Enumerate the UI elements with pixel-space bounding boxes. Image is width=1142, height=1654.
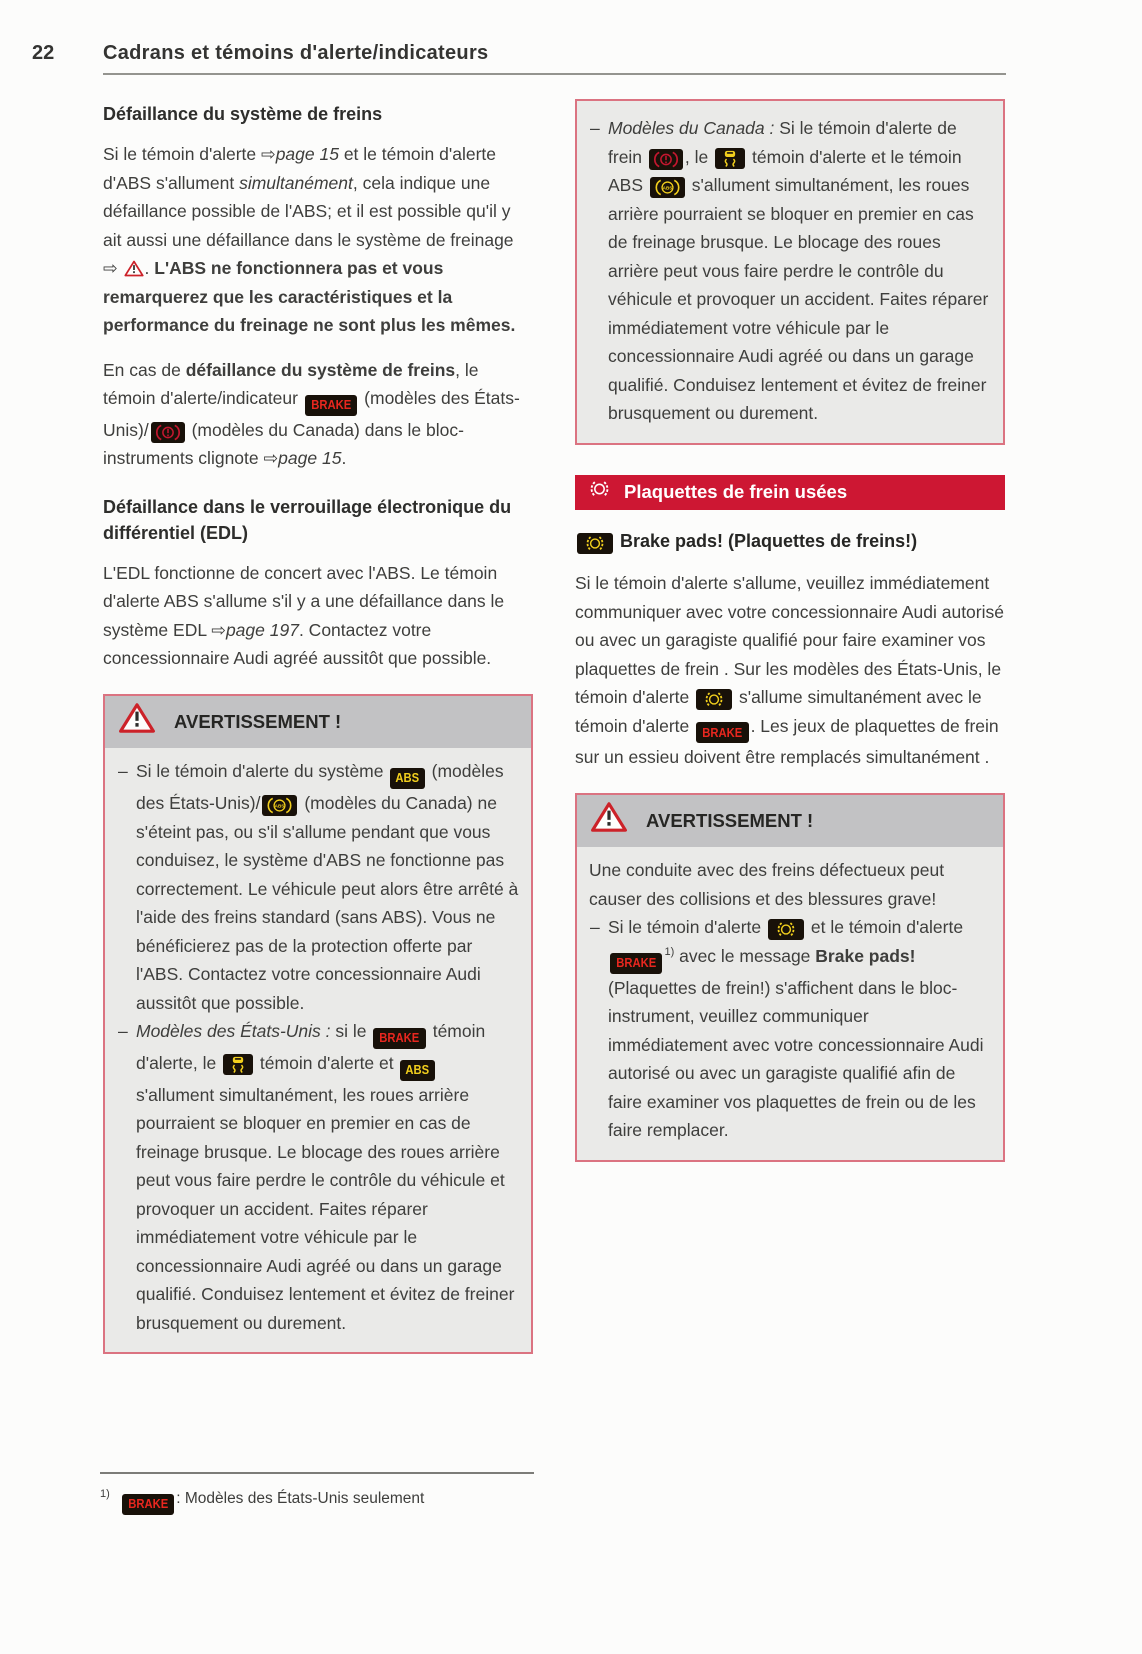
warning-box-body xyxy=(105,748,531,1352)
abs-us-icon: ABS xyxy=(400,1060,434,1081)
brake-us-icon: BRAKE xyxy=(610,953,662,974)
warning-intro: Une conduite avec des freins défectueux peut causer des collisions et des blessures grave! xyxy=(589,860,945,909)
abs-ca-icon xyxy=(650,177,685,198)
warning-triangle-big-icon xyxy=(117,702,157,734)
banner-label: Plaquettes de frein usées xyxy=(624,480,848,502)
warning-title: AVERTISSEMENT ! xyxy=(646,809,814,831)
brake-us-icon: BRAKE xyxy=(305,395,357,416)
warning-box-body xyxy=(577,101,1003,443)
footnote xyxy=(100,1472,546,1515)
paragraph-edl: L'EDL fonctionne de concert avec l'ABS. Le témoin d'alerte ABS s'allume s'il y a une défaillance dans le système EDL ⇨page 197. Contactez votre concessionnaire Audi agréé aussitôt que possible. xyxy=(103,562,505,669)
warning-bullet: – Si le témoin d'alerte du système ABS (modèles des États-Unis)/ ABS (modèles du Canada) ne s'éteint pas, ou s'il s'allume pendant que vous conduisez, le système d'ABS ne fonctionne pas correctement. Le véhicule peut alors être arrêté à l'aide des freins standard (sans ABS). Vous ne bénéficierez pas de la protection offerte par l'ABS. Contactez votre concessionnaire Audi aussitôt que possible. xyxy=(117,757,519,1017)
brake-pad-yellow-icon xyxy=(696,689,732,710)
title-rule xyxy=(103,73,1006,75)
warning-box-body xyxy=(577,847,1003,1159)
brake-ca-icon xyxy=(151,422,185,443)
footnote-marker: 1) xyxy=(100,1487,110,1500)
page-number: 22 xyxy=(32,42,55,64)
abs-us-icon: ABS xyxy=(390,768,424,789)
brake-pad-yellow-icon xyxy=(768,919,804,940)
warning-bullet: – Si le témoin d'alerte et le témoin d'alerte BRAKE $^{1)}$ avec le message Brake pads! (Plaquettes de frein!) s'affichent dans le bloc-instrument, veuillez communiquer immédiatement avec votre concessionnaire Audi autorisé ou avec un garagiste qualifié afin de faire examiner vos plaquettes de frein ou de les faire remplacer. xyxy=(589,913,991,1144)
footnote-rule xyxy=(100,1472,534,1474)
footnote-line xyxy=(100,1487,546,1515)
esc-icon xyxy=(715,148,745,169)
page-title: Cadrans et témoins d'alerte/indicateurs xyxy=(103,42,489,64)
warning-triangle-icon xyxy=(589,801,629,842)
brake-us-icon: BRAKE xyxy=(122,1494,174,1515)
brake-ca-icon xyxy=(649,149,683,170)
warning-triangle-icon xyxy=(117,702,157,743)
paragraph-brake-pads: Si le témoin d'alerte s'allume, veuillez immédiatement communiquer avec votre concessionnaire Audi autorisé ou avec un garagiste qualifié pour faire examiner vos plaquettes de frein . Sur les modèles des États-Unis, le témoin d'alerte s'allume simultanément avec le témoin d'alerte BRAKE . Les jeux de plaquettes de frein sur un essieu doivent être remplacés simultanément . xyxy=(575,573,1004,768)
svg-text:ABS: ABS xyxy=(275,803,285,809)
warning-triangle-big-icon xyxy=(589,801,629,833)
warning-box-brake-pads xyxy=(575,793,1005,1162)
section-heading-brake-failure: Défaillance du système de freins xyxy=(103,104,383,124)
footnote-text: BRAKE : Modèles des États-Unis seulement xyxy=(120,1490,425,1507)
warning-box-header xyxy=(577,795,1003,848)
brake-pad-white-icon xyxy=(585,480,614,498)
warning-bullet: – Modèles des États-Unis : si le BRAKE témoin d'alerte, le témoin d'alerte et ABS s'allument simultanément, les roues arrière pourraient se bloquer en premier en cas de freinage brusque. Le blocage des roues arrière peut vous faire perdre le contrôle du véhicule et provoquer un accident. Faites réparer immédiatement votre véhicule par le concessionnaire Audi agréé ou dans un garage qualifié. Conduisez lentement et évitez de freiner brusquement ou durement. xyxy=(117,1017,519,1337)
brake-pad-wear-icon xyxy=(585,478,614,507)
svg-text:ABS: ABS xyxy=(662,185,673,191)
paragraph-brake-failure-1: Si le témoin d'alerte ⇨page 15 et le témoin d'alerte d'ABS s'allument simultanément, cela indique une défaillance possible de l'ABS; et il est possible qu'il y ait aussi une défaillance dans le système de freinage ⇨ . L'ABS ne fonctionnera pas et vous remarquerez que les caractéristiques et la performance du freinage ne sont plus les mêmes. xyxy=(103,144,516,335)
brake-us-icon: BRAKE xyxy=(696,722,748,743)
indicator-message-heading: Brake pads! (Plaquettes de freins!) xyxy=(575,527,1005,556)
warning-title: AVERTISSEMENT ! xyxy=(174,710,342,732)
esc-icon xyxy=(223,1054,253,1075)
section-banner-brake-pads xyxy=(575,475,1005,510)
left-column xyxy=(103,101,533,1354)
right-column xyxy=(575,99,1005,1162)
abs-ca-icon xyxy=(262,795,297,816)
brake-us-icon: BRAKE xyxy=(373,1028,425,1049)
warning-box-header xyxy=(105,696,531,749)
section-heading-edl: Défaillance dans le verrouillage électronique du différentiel (EDL) xyxy=(103,496,512,543)
warning-box-continued xyxy=(575,99,1005,445)
warning-box-abs xyxy=(103,694,533,1354)
warning-bullet: – Modèles du Canada : Si le témoin d'alerte de frein , le témoin d'alerte et le témoin ABS ABS s'allument simultanément, les roues arrière pourraient se bloquer en premier en cas de freinage brusque. Le blocage des roues arrière peut vous faire perdre le contrôle du véhicule et provoquer un accident. Faites réparer immédiatement votre véhicule par le concessionnaire Audi agréé ou dans un garage qualifié. Conduisez lentement et évitez de freiner brusquement ou durement. xyxy=(589,114,991,428)
brake-pad-yellow-icon xyxy=(577,533,613,554)
paragraph-brake-failure-2: En cas de défaillance du système de freins, le témoin d'alerte/indicateur BRAKE (modèles des États-Unis)/ (modèles du Canada) dans le bloc-instruments clignote ⇨page 15. xyxy=(103,359,520,469)
warning-triangle-icon xyxy=(123,258,145,278)
